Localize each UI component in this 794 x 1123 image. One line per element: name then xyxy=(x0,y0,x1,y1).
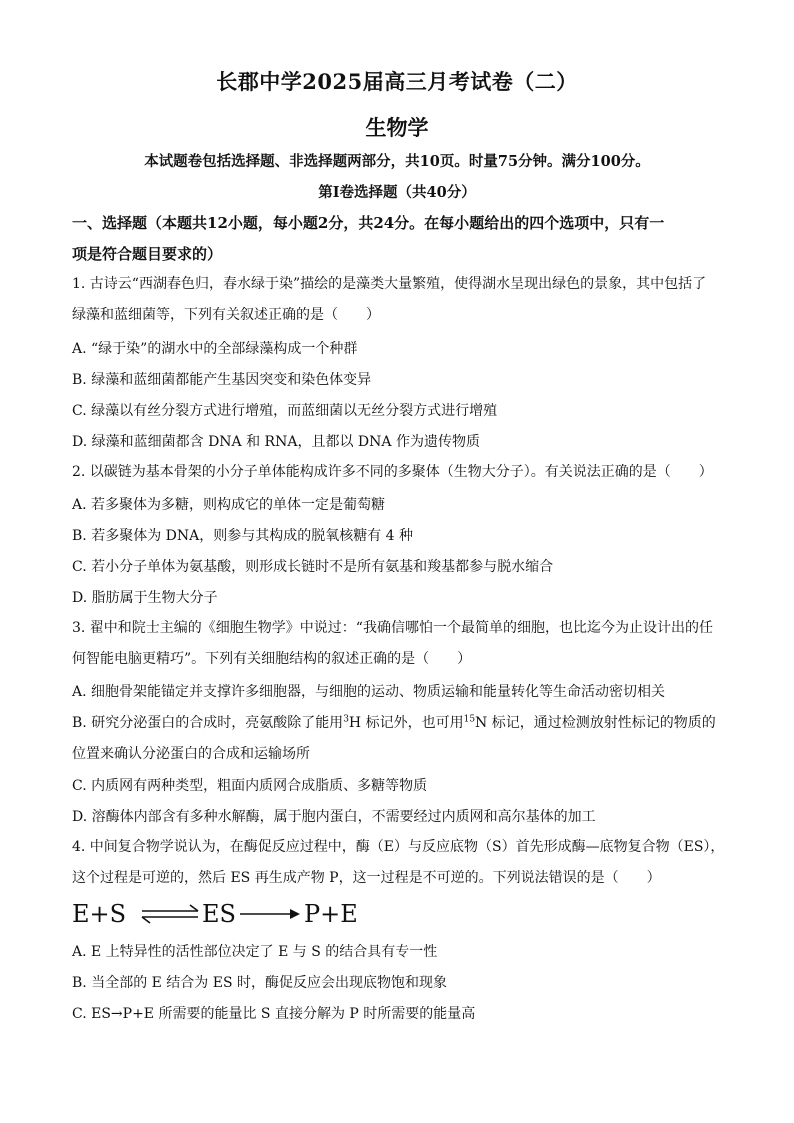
q1-option-d: D. 绿藻和蓝细菌都含 DNA 和 RNA，且都以 DNA 作为遗传物质 xyxy=(72,434,480,450)
q4-option-c: C. ES→P+E 所需要的能量比 S 直接分解为 P 时所需要的能量高 xyxy=(72,1006,476,1022)
q3-stem-line1: 3. 翟中和院士主编的《细胞生物学》中说过：“我确信哪怕一个最简单的细胞，也比迄今为止设计出的任 xyxy=(72,620,713,636)
q3-option-b-part3: N 标记，通过检测放射性标记的物质的 xyxy=(475,715,716,731)
q3-option-b xyxy=(72,712,716,732)
q1-stem-line1: 1. 古诗云“西湖春色归，春水绿于染”描绘的是藻类大量繁殖，使得湖水呈现出绿色的景象，其中包括了 xyxy=(72,276,707,292)
section-heading: 第Ⅰ卷选择题（共40分） xyxy=(318,184,476,201)
subject-title: 生物学 xyxy=(365,115,429,140)
reversible-arrow-icon xyxy=(142,905,198,923)
q3-option-b-part2: H 标记外，也可用 xyxy=(348,715,464,731)
exam-info: 本试题卷包括选择题、非选择题两部分，共10页。时量75分钟。满分100分。 xyxy=(144,153,650,170)
q3-option-d: D. 溶酶体内部含有多种水解酶，属于胞内蛋白，不需要经过内质网和高尔基体的加工 xyxy=(72,809,596,825)
q2-option-c: C. 若小分子单体为氨基酸，则形成长链时不是所有氨基和羧基都参与脱水缩合 xyxy=(72,559,554,575)
reaction-equation xyxy=(72,896,372,932)
q3-option-a: A. 细胞骨架能锚定并支撑许多细胞器，与细胞的运动、物质运输和能量转化等生命活动密切相关 xyxy=(72,684,666,700)
eq-reactants: E+S xyxy=(72,900,127,928)
q3-option-b-line2: 位置来确认分泌蛋白的合成和运输场所 xyxy=(72,746,310,762)
q4-option-a: A. E 上特异性的活性部位决定了 E 与 S 的结合具有专一性 xyxy=(72,944,438,960)
part-instructions-line2: 项是符合题目要求的） xyxy=(72,245,223,263)
q4-option-b: B. 当全部的 E 结合为 ES 时，酶促反应会出现底物饱和现象 xyxy=(72,975,448,991)
q4-stem-line1: 4. 中间复合物学说认为，在酶促反应过程中，酶（E）与反应底物（S）首先形成酶—底物复合物（ES）， xyxy=(72,839,725,855)
q2-option-d: D. 脂肪属于生物大分子 xyxy=(72,590,218,606)
eq-complex: ES xyxy=(202,900,236,928)
part-instructions-line1: 一、选择题（本题共12小题，每小题2分，共24分。在每小题给出的四个选项中，只有一 xyxy=(72,214,665,232)
q3-option-b-sup2: 15 xyxy=(463,714,476,725)
q1-option-c: C. 绿藻以有丝分裂方式进行增殖，而蓝细菌以无丝分裂方式进行增殖 xyxy=(72,403,498,419)
exam-title: 长郡中学2025届高三月考试卷（二） xyxy=(216,69,578,94)
q3-stem-line2: 何智能电脑更精巧”。下列有关细胞结构的叙述正确的是（ ） xyxy=(72,651,472,667)
q2-stem-line1: 2. 以碳链为基本骨架的小分子单体能构成许多不同的多聚体（生物大分子）。有关说法正确的是（ ） xyxy=(72,464,713,480)
q1-option-b: B. 绿藻和蓝细菌都能产生基因突变和染色体变异 xyxy=(72,372,372,388)
q4-stem-line2: 这个过程是可逆的，然后 ES 再生成产物 P，这一过程是不可逆的。下列说法错误的是（ ） xyxy=(72,870,661,886)
forward-arrow-icon xyxy=(240,909,300,919)
q2-option-b: B. 若多聚体为 DNA，则参与其构成的脱氧核糖有 4 种 xyxy=(72,528,414,544)
q1-stem-line2: 绿藻和蓝细菌等，下列有关叙述正确的是（ ） xyxy=(72,307,380,323)
q3-option-c: C. 内质网有两种类型，粗面内质网合成脂质、多糖等物质 xyxy=(72,778,428,794)
eq-products: P+E xyxy=(304,900,358,928)
q1-option-a: A. “绿于染”的湖水中的全部绿藻构成一个种群 xyxy=(72,341,358,357)
q3-option-b-part1: B. 研究分泌蛋白的合成时，亮氨酸除了能用 xyxy=(72,715,344,731)
q3-option-b-sup1: 3 xyxy=(343,714,349,725)
q2-option-a: A. 若多聚体为多糖，则构成它的单体一定是葡萄糖 xyxy=(72,497,386,513)
